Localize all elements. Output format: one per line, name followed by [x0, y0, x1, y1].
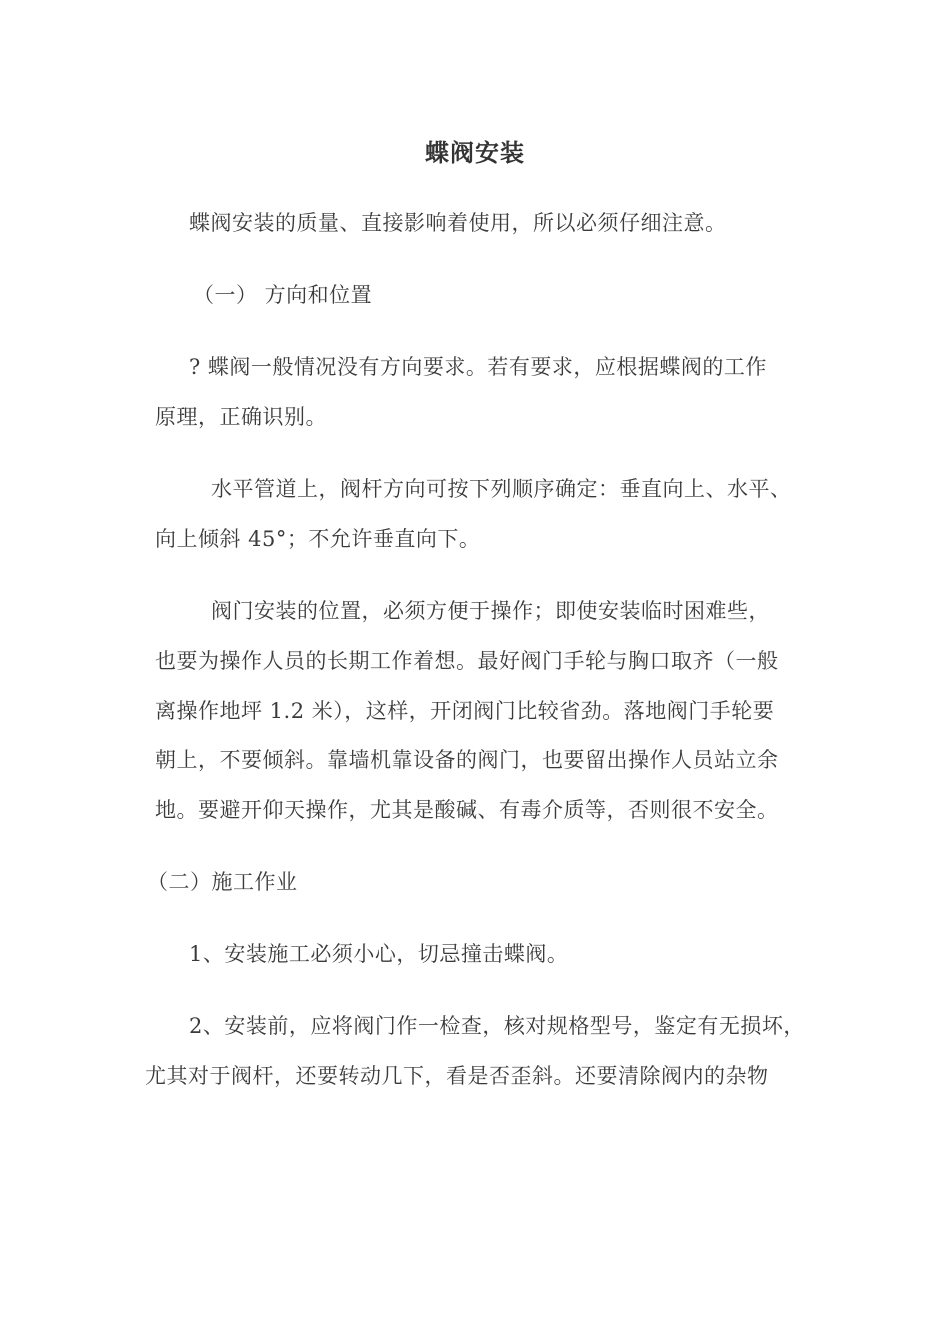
document-title: 蝶阀安装: [425, 138, 525, 167]
paragraph-line: 水平管道上，阀杆方向可按下列顺序确定：垂直向上、水平、: [211, 477, 792, 501]
paragraph-line: 朝上，不要倾斜。靠墙机靠设备的阀门，也要留出操作人员站立余: [155, 748, 779, 772]
section-heading-direction: （一） 方向和位置: [193, 283, 373, 307]
paragraph-line: 原理，正确识别。: [155, 405, 327, 429]
list-item: 1、安装施工必须小心，切忌撞击蝶阀。: [189, 942, 569, 966]
section-heading-construction: （二）施工作业: [147, 870, 298, 894]
paragraph-line: 尤其对于阀杆，还要转动几下，看是否歪斜。还要清除阀内的杂物: [145, 1064, 769, 1088]
paragraph-line: 地。要避开仰天操作，尤其是酸碱、有毒介质等，否则很不安全。: [155, 798, 779, 822]
list-item: 2、安装前，应将阀门作一检查，核对规格型号，鉴定有无损坏，: [189, 1014, 805, 1038]
intro-paragraph: 蝶阀安装的质量、直接影响着使用，所以必须仔细注意。: [189, 211, 727, 235]
paragraph-line: ? 蝶阀一般情况没有方向要求。若有要求，应根据蝶阀的工作: [189, 355, 767, 379]
paragraph-line: 离操作地坪 1.2 米），这样，开闭阀门比较省劲。落地阀门手轮要: [155, 699, 775, 723]
paragraph-line: 阀门安装的位置，必须方便于操作；即使安装临时困难些，: [211, 599, 770, 623]
paragraph-line: 向上倾斜 45°；不允许垂直向下。: [155, 527, 481, 551]
paragraph-line: 也要为操作人员的长期工作着想。最好阀门手轮与胸口取齐（一般: [155, 649, 779, 673]
